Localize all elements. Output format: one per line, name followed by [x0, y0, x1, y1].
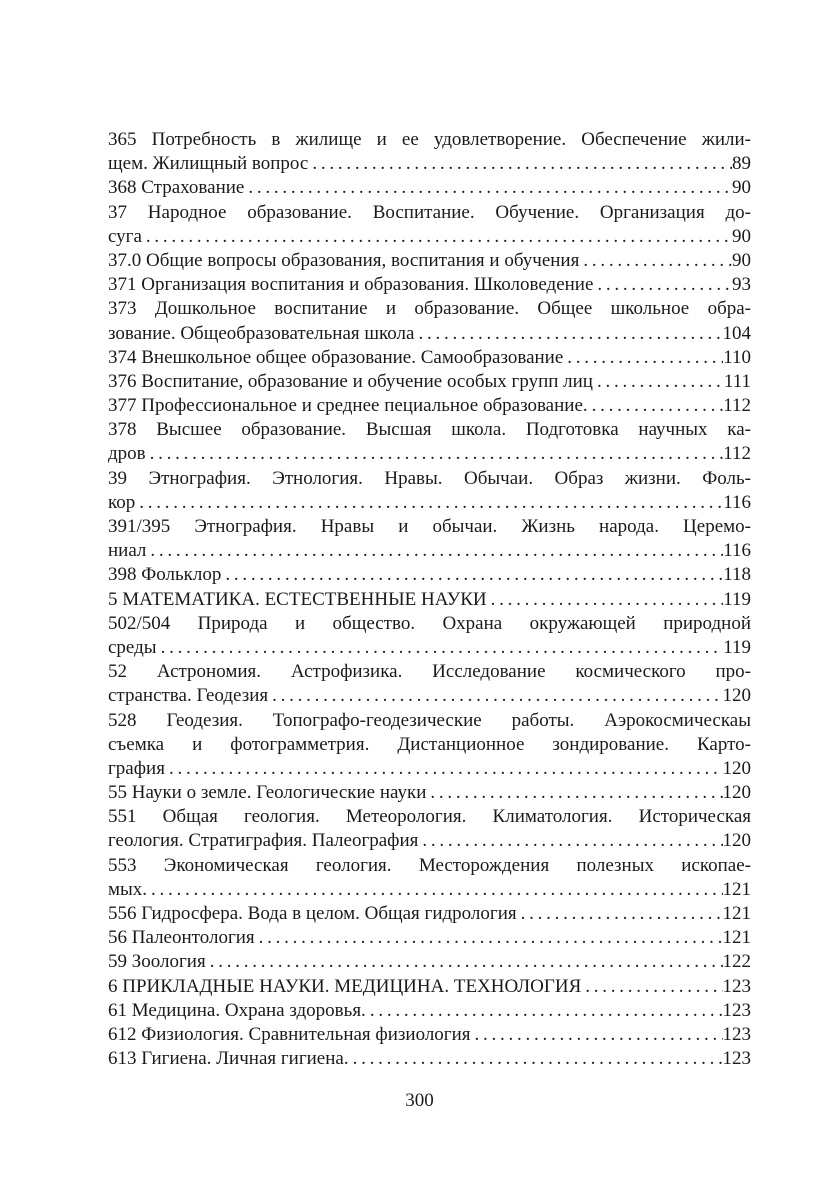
toc-line — [108, 539, 751, 563]
dot-leader — [581, 975, 722, 999]
toc-entry-text: геология. Стратиграфия. Палеография — [108, 830, 419, 852]
toc-line: съемка и фотограмметрия. Дистанционное зондирование. Карто- — [108, 733, 751, 755]
toc-page-number: 123 — [722, 1023, 751, 1045]
dot-leader — [366, 999, 723, 1023]
toc-entry-text: 376 Воспитание, образование и обучение особых групп лиц — [108, 370, 593, 392]
dot-leader — [517, 902, 723, 926]
toc-entry-text: зование. Общеобразовательная школа — [108, 322, 415, 344]
toc-line — [108, 684, 751, 708]
toc-line: 502/504 Природа и общество. Охрана окружающей природной — [108, 612, 751, 634]
toc-line: 373 Дошкольное воспитание и образование. Общее школьное обра- — [108, 298, 751, 320]
toc-line — [108, 926, 751, 950]
toc-line — [108, 249, 751, 273]
toc-entry-text: 612 Физиология. Сравнительная физиология — [108, 1023, 471, 1045]
toc-entry-text: ниал — [108, 540, 147, 562]
dot-leader — [426, 781, 722, 805]
toc-line — [108, 902, 751, 926]
toc-page-number: 90 — [732, 177, 751, 199]
toc-entry-text: 613 Гигиена. Личная гигиена. — [108, 1048, 349, 1070]
dot-leader — [593, 273, 732, 297]
dot-leader — [147, 878, 722, 902]
dot-leader — [349, 1047, 723, 1071]
dot-leader — [579, 249, 732, 273]
toc-entry-text: 55 Науки о земле. Геологические науки — [108, 782, 427, 804]
toc-line — [108, 975, 751, 999]
toc-page-number: 121 — [722, 878, 751, 900]
toc-entry-text: кор — [108, 491, 136, 513]
table-of-contents — [108, 128, 751, 1071]
page-number: 300 — [405, 1090, 434, 1111]
dot-leader — [206, 950, 723, 974]
toc-page-number: 104 — [722, 322, 751, 344]
dot-leader — [593, 370, 724, 394]
toc-page-number: 119 — [723, 588, 751, 610]
toc-entry-text: дров — [108, 443, 146, 465]
toc-entry-text: графия — [108, 757, 165, 779]
toc-entry-text: мых. — [108, 878, 148, 900]
toc-line: 52 Астрономия. Астрофизика. Исследование космического про- — [108, 661, 751, 683]
dot-leader — [135, 491, 723, 515]
toc-entry-text: странства. Геодезия — [108, 685, 269, 707]
toc-page-number: 111 — [723, 370, 751, 392]
dot-leader — [165, 757, 723, 781]
toc-line: 553 Экономическая геология. Месторождения полезных ископае- — [108, 854, 751, 876]
toc-entry-text: 371 Организация воспитания и образования. Школоведение — [108, 274, 594, 296]
dot-leader — [146, 539, 723, 563]
toc-entry-text: суга — [108, 225, 142, 247]
toc-line — [108, 491, 751, 515]
toc-page-number: 123 — [722, 1048, 751, 1070]
toc-line — [108, 829, 751, 853]
toc-page-number: 116 — [723, 540, 751, 562]
toc-entry-text: 377 Профессиональное и среднее пециальное образование. — [108, 395, 588, 417]
toc-line: 365 Потребность в жилище и ее удовлетворение. Обеспечение жили- — [108, 129, 751, 150]
toc-line — [108, 1023, 751, 1047]
toc-entry-text: 5 МАТЕМАТИКА. ЕСТЕСТВЕННЫЕ НАУКИ — [108, 588, 487, 610]
toc-line — [108, 757, 751, 781]
toc-line — [108, 563, 751, 587]
dot-leader — [308, 152, 732, 176]
toc-page-number: 118 — [723, 564, 751, 586]
toc-page-number: 120 — [722, 830, 751, 852]
toc-line — [108, 781, 751, 805]
dot-leader — [244, 176, 732, 200]
toc-line — [108, 588, 751, 612]
toc-line — [108, 322, 751, 346]
toc-page-number: 112 — [723, 443, 751, 465]
toc-page-number: 116 — [723, 491, 751, 513]
toc-page-number: 90 — [732, 249, 751, 271]
dot-leader — [588, 394, 724, 418]
toc-page-number: 112 — [723, 395, 751, 417]
dot-leader — [471, 1023, 723, 1047]
toc-line: 528 Геодезия. Топографо-геодезические работы. Аэрокосмическаы — [108, 709, 751, 731]
toc-line: 378 Высшее образование. Высшая школа. Подготовка научных ка- — [108, 419, 751, 441]
toc-entry-text: 59 Зоология — [108, 951, 206, 973]
dot-leader — [268, 684, 722, 708]
toc-entry-text: 56 Палеонтология — [108, 927, 255, 949]
dot-leader — [221, 563, 723, 587]
toc-page-number: 120 — [722, 757, 751, 779]
toc-page-number: 119 — [723, 636, 751, 658]
toc-line — [108, 636, 751, 660]
toc-line: 37 Народное образование. Воспитание. Обучение. Организация до- — [108, 201, 751, 223]
toc-line — [108, 878, 751, 902]
toc-line — [108, 999, 751, 1023]
dot-leader — [414, 322, 722, 346]
dot-leader — [146, 442, 724, 466]
dot-leader — [157, 636, 724, 660]
dot-leader — [563, 346, 723, 370]
dot-leader — [487, 588, 724, 612]
toc-page-number: 123 — [722, 999, 751, 1021]
dot-leader — [255, 926, 723, 950]
toc-page-number: 122 — [722, 951, 751, 973]
toc-line — [108, 394, 751, 418]
toc-entry-text: 398 Фольклор — [108, 564, 222, 586]
toc-entry-text: 61 Медицина. Охрана здоровья. — [108, 999, 366, 1021]
toc-entry-text: 37.0 Общие вопросы образования, воспитания и обучения — [108, 249, 580, 271]
toc-entry-text: среды — [108, 636, 157, 658]
dot-leader — [142, 225, 732, 249]
toc-line — [108, 370, 751, 394]
toc-line — [108, 176, 751, 200]
toc-page-number: 123 — [722, 975, 751, 997]
toc-page-number: 93 — [732, 274, 751, 296]
toc-entry-text: 374 Внешкольное общее образование. Самообразование — [108, 346, 564, 368]
toc-page-number: 120 — [722, 782, 751, 804]
toc-page-number: 110 — [723, 346, 751, 368]
toc-page-number: 90 — [732, 225, 751, 247]
toc-entry-text: 6 ПРИКЛАДНЫЕ НАУКИ. МЕДИЦИНА. ТЕХНОЛОГИЯ — [108, 975, 582, 997]
toc-page-number: 121 — [722, 927, 751, 949]
toc-page-number: 89 — [732, 153, 751, 175]
toc-line — [108, 273, 751, 297]
toc-line: 39 Этнография. Этнология. Нравы. Обычаи. Образ жизни. Фоль- — [108, 467, 751, 489]
toc-entry-text: 556 Гидросфера. Вода в целом. Общая гидрология — [108, 903, 517, 924]
toc-entry-text: щем. Жилищный вопрос — [108, 153, 309, 175]
toc-page-number: 121 — [722, 903, 751, 924]
toc-entry-text: 368 Страхование — [108, 177, 245, 199]
toc-line: 391/395 Этнография. Нравы и обычаи. Жизнь народа. Церемо- — [108, 516, 751, 537]
toc-line — [108, 442, 751, 466]
toc-line — [108, 346, 751, 370]
toc-line: 551 Общая геология. Метеорология. Климатология. Историческая — [108, 806, 751, 828]
toc-line — [108, 152, 751, 176]
toc-line — [108, 225, 751, 249]
dot-leader — [418, 829, 722, 853]
toc-page-number: 120 — [722, 685, 751, 707]
toc-line — [108, 1047, 751, 1071]
toc-line — [108, 950, 751, 974]
